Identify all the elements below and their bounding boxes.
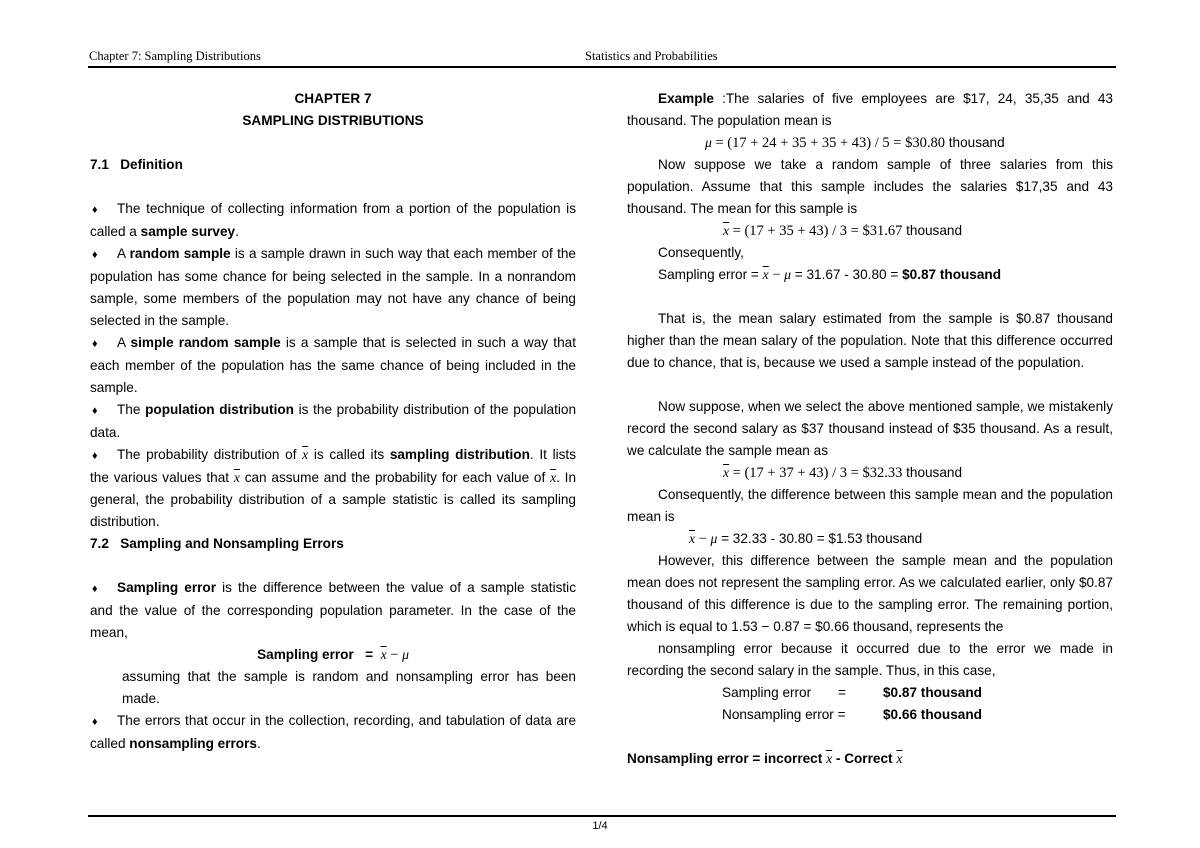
bullet-icon: ♦ <box>92 405 98 417</box>
bullet-sampling-distribution: ♦ The probability distribution of $\overline{x}$ is called its sampling distribution. It lists the various values that $\overline{x}$ can assume and the probability for each value of $\overline{x}$. In general, the probability distribution of a sample statistic is called its sampling distribution. <box>90 447 577 529</box>
sampling-error-result: Sampling error = $\overline{x} - \mu = 31.67 - 30.80$ = $0.87 thousand <box>658 267 1002 283</box>
header-rule <box>88 66 1116 68</box>
bullet-icon: ♦ <box>92 204 98 216</box>
chapter-number: CHAPTER 7 <box>294 91 372 106</box>
paragraph-nonsampling: nonsampling error because it occurred due to the error we made in recording the second salary in the sample. Thus, in this case, <box>627 641 1113 678</box>
page-number: 1/4 <box>592 820 608 832</box>
chapter-title: SAMPLING DISTRIBUTIONS <box>242 113 424 128</box>
incorrect-mean-equation: $\overline{x} = (17 + 37 + 43) / 3$ = $32.33 thousand <box>723 465 963 481</box>
bullet-population-distribution: ♦ The population distribution is the probability distribution of the population data. <box>90 402 577 440</box>
consequently-1: Consequently, <box>658 245 744 260</box>
bullet-icon: ♦ <box>92 338 98 350</box>
sample-mean-equation: $\overline{x} = (17 + 35 + 43) / 3$ = $31.67 thousand <box>723 223 963 239</box>
paragraph-difference: Consequently, the difference between this sample mean and the population mean is <box>627 487 1113 524</box>
bullet-simple-random-sample: ♦ A simple random sample is a sample that is selected in such a way that each member of the population has the same chance of being included in the sample. <box>90 335 576 395</box>
nonsampling-error-formula: Nonsampling error = incorrect $\overline{x}$ - Correct $\overline{x}$ <box>627 751 903 766</box>
paragraph-mistaken-record: Now suppose, when we select the above mentioned sample, we mistakenly record the second salary as $37 thousand instead of $35 thousand. As a result, we calculate the sample mean as <box>627 399 1113 458</box>
sampling-error-formula: Sampling error = $\overline{x} - \mu$ <box>257 647 409 663</box>
paragraph-random-sample: Now suppose we take a random sample of three salaries from this population. Assume that this sample includes the salaries $17,35 and 43 thousand. The mean for this sample is <box>627 157 1113 216</box>
bullet-icon: ♦ <box>92 249 98 261</box>
example-intro: Example :The salaries of five employees are $17, 24, 35,35 and 43 thousand. The population mean is <box>627 91 1113 128</box>
difference-equation: $\overline{x} - \mu = 32.33 - 30.80$ = $1.53 thousand <box>689 531 923 547</box>
paragraph-however: However, this difference between the sample mean and the population mean does not represent the sampling error. As we calculated earlier, only $0.87 thousand of this difference is due to the sampling error. The remaining portion, which is equal to 1.53 − 0.87 = $0.66 thousand, represents the <box>627 553 1113 634</box>
population-mean-equation: μ = (17 + 24 + 35 + 35 + 43) / 5 = $30.80 thousand <box>705 135 1005 151</box>
header-right: Statistics and Probabilities <box>585 49 718 63</box>
bullet-icon: ♦ <box>92 583 98 595</box>
paragraph-mean-salary: That is, the mean salary estimated from the sample is $0.87 thousand higher than the mean salary of the population. Note that this difference occurred due to chance, that is, because we used a sample instead of the population. <box>627 311 1113 370</box>
header-left: Chapter 7: Sampling Distributions <box>89 49 261 63</box>
bullet-nonsampling-errors: ♦ The errors that occur in the collection, recording, and tabulation of data are called nonsampling errors. <box>90 713 576 751</box>
bullet-icon: ♦ <box>92 450 98 462</box>
summary-row-nonsampling: Nonsampling error = $0.66 thousand <box>722 707 982 722</box>
footer-rule <box>88 815 1116 817</box>
section-7-1-heading: 7.1 Definition <box>90 157 183 172</box>
bullet-icon: ♦ <box>92 716 98 728</box>
bullet-random-sample: ♦ A random sample is a sample drawn in such way that each member of the population has some chance for being selected in the sample. In a nonrandom sample, some members of the population may not have any chance of being selected in the sample. <box>90 246 576 328</box>
summary-row-sampling: Sampling error = $0.87 thousand <box>722 685 982 700</box>
section-7-2-heading: 7.2 Sampling and Nonsampling Errors <box>90 536 344 551</box>
assuming-text: assuming that the sample is random and nonsampling error has been made. <box>122 669 576 706</box>
right-column <box>627 88 1113 770</box>
bullet-sampling-error: ♦ Sampling error is the difference between the value of a sample statistic and the value of the corresponding population parameter. In the case of the mean, <box>90 580 576 640</box>
bullet-sample-survey: ♦ The technique of collecting information from a portion of the population is called a sample survey. <box>90 201 576 239</box>
left-column <box>90 88 576 755</box>
